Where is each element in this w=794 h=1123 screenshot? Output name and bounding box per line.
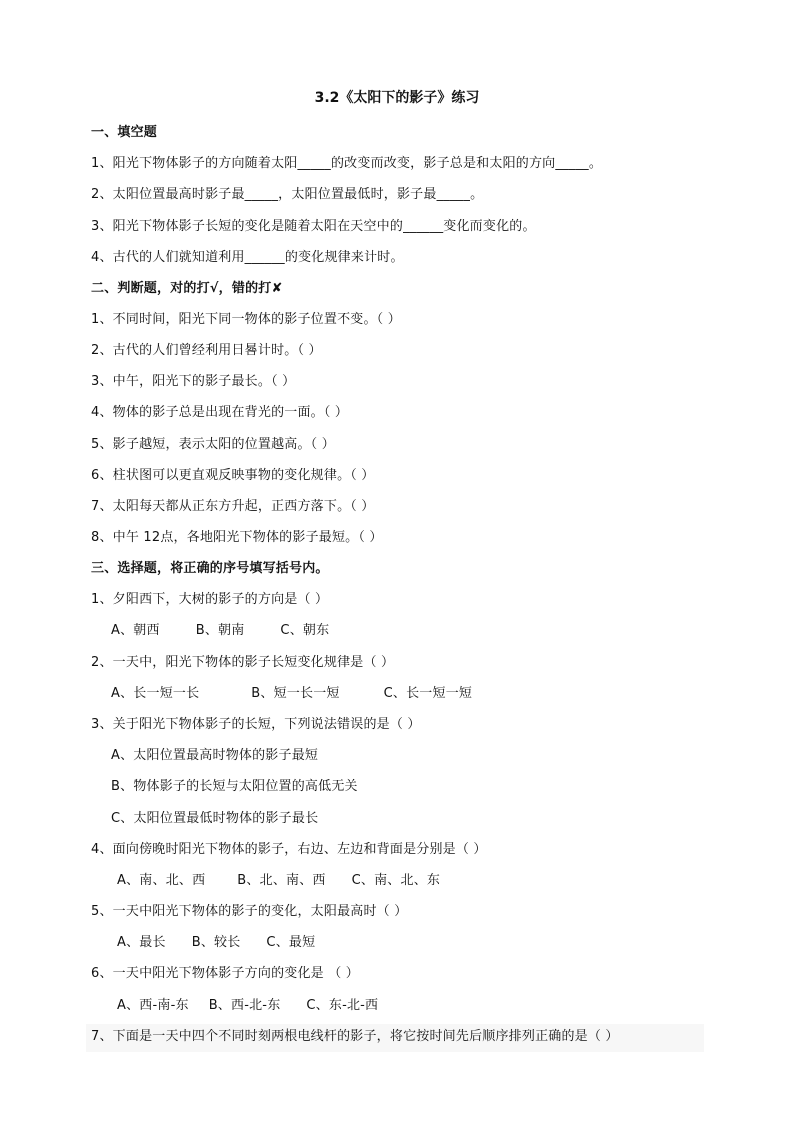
choice-question-4: 4、面向傍晚时阳光下物体的影子，右边、左边和背面是分别是（ ）	[91, 842, 487, 857]
true-false-item-8: 8、中午 12点，各地阳光下物体的影子最短。（ ）	[91, 530, 383, 545]
choice-option-3a: A、太阳位置最高时物体的影子最短	[111, 748, 319, 763]
option-b: B、西-北-东	[208, 998, 281, 1013]
fill-blank-item-1: 1、阳光下物体影子的方向随着太阳_____的改变而改变，影子总是和太阳的方向_____。	[91, 156, 603, 171]
true-false-item-2: 2、古代的人们曾经利用日晷计时。（ ）	[91, 343, 322, 358]
true-false-item-7: 7、太阳每天都从正东方升起，正西方落下。（ ）	[91, 499, 375, 514]
option-c: C、长一短一短	[383, 686, 473, 701]
choice-question-1: 1、夕阳西下，大树的影子的方向是（ ）	[91, 592, 329, 607]
option-a: A、西-南-东	[117, 998, 189, 1013]
option-c: C、东-北-西	[306, 998, 379, 1013]
choice-options-4	[117, 872, 440, 890]
choice-question-2: 2、一天中，阳光下物体的影子长短变化规律是（ ）	[91, 655, 395, 670]
choice-options-1	[111, 622, 329, 640]
option-c: C、朝东	[280, 623, 330, 638]
choice-question-6: 6、一天中阳光下物体影子方向的变化是 （ ）	[91, 966, 359, 981]
section-heading-true-false: 二、判断题，对的打√，错的打✘	[91, 281, 283, 296]
true-false-item-6: 6、柱状图可以更直观反映事物的变化规律。（ ）	[91, 468, 375, 483]
choice-options-6	[117, 997, 378, 1015]
option-a: A、长一短一长	[111, 686, 200, 701]
choice-question-3: 3、关于阳光下物体影子的长短，下列说法错误的是（ ）	[91, 717, 421, 732]
option-b: B、朝南	[195, 623, 245, 638]
fill-blank-item-4: 4、古代的人们就知道利用______的变化规律来计时。	[91, 250, 404, 265]
true-false-item-4: 4、物体的影子总是出现在背光的一面。（ ）	[91, 405, 349, 420]
option-a: A、南、北、西	[117, 873, 206, 888]
option-a: A、朝西	[111, 623, 160, 638]
option-c: C、最短	[266, 935, 316, 950]
option-b: B、北、南、西	[237, 873, 326, 888]
true-false-item-1: 1、不同时间，阳光下同一物体的影子位置不变。（ ）	[91, 312, 401, 327]
page-title: 3.2《太阳下的影子》练习	[314, 90, 480, 106]
section-heading-multiple-choice: 三、选择题，将正确的序号填写括号内。	[91, 561, 329, 576]
choice-question-7: 7、下面是一天中四个不同时刻两根电线杆的影子，将它按时间先后顺序排列正确的是（ ）	[91, 1029, 619, 1044]
option-c: C、南、北、东	[351, 873, 441, 888]
choice-options-2	[111, 685, 472, 703]
choice-options-5	[117, 934, 315, 952]
true-false-item-3: 3、中午，阳光下的影子最长。（ ）	[91, 374, 296, 389]
choice-option-3b: B、物体影子的长短与太阳位置的高低无关	[111, 779, 358, 794]
choice-option-3c: C、太阳位置最低时物体的影子最长	[111, 811, 319, 826]
true-false-item-5: 5、影子越短，表示太阳的位置越高。（ ）	[91, 437, 335, 452]
option-b: B、较长	[191, 935, 241, 950]
choice-question-5: 5、一天中阳光下物体的影子的变化，太阳最高时（ ）	[91, 904, 408, 919]
option-a: A、最长	[117, 935, 166, 950]
fill-blank-item-2: 2、太阳位置最高时影子最_____，太阳位置最低时，影子最_____。	[91, 187, 484, 202]
section-heading-fill-blank: 一、填空题	[91, 125, 158, 140]
fill-blank-item-3: 3、阳光下物体影子长短的变化是随着太阳在天空中的______变化而变化的。	[91, 219, 536, 234]
option-b: B、短一长一短	[251, 686, 340, 701]
